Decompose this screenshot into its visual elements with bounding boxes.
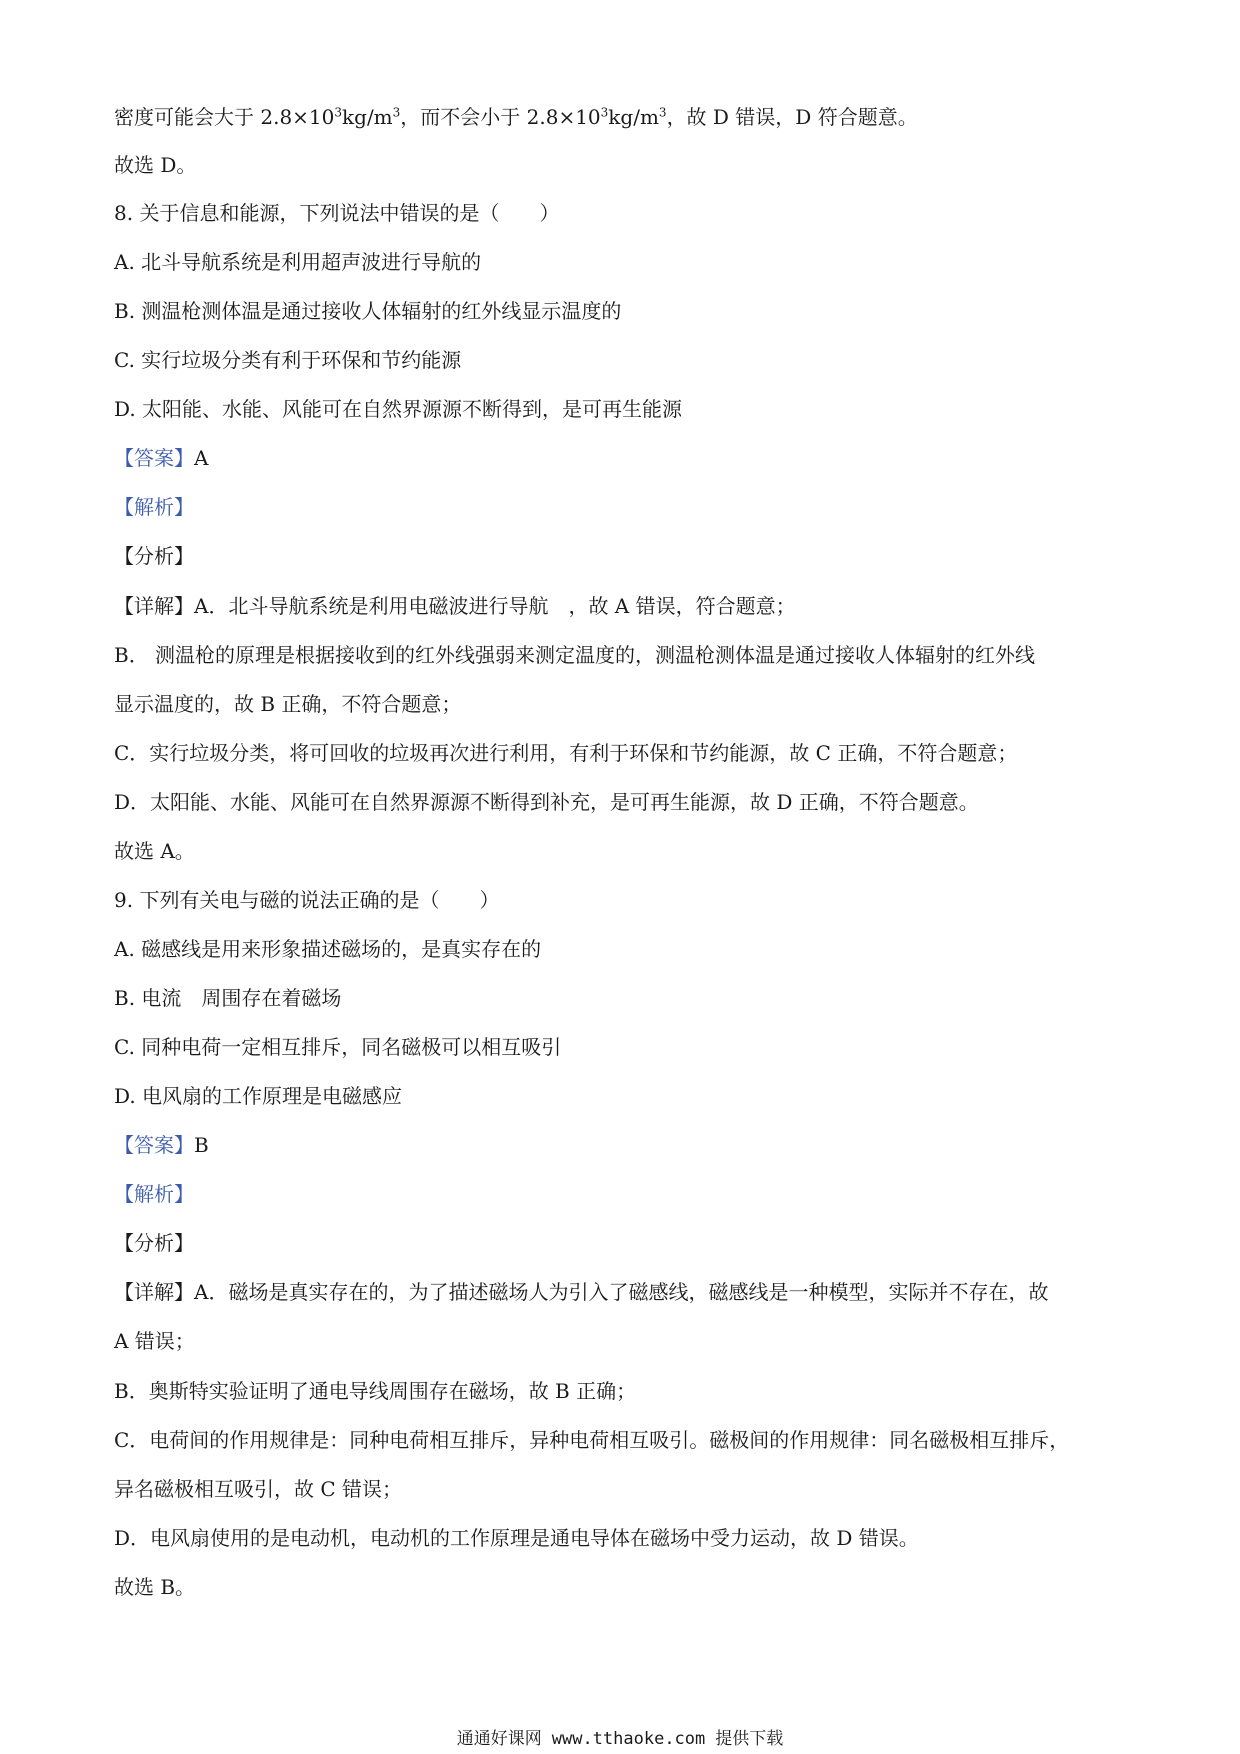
q8-answer [114, 445, 208, 471]
answer-value: B [194, 1133, 209, 1157]
q8-stem: 8. 关于信息和能源，下列说法中错误的是（ ） [114, 201, 560, 225]
exponent: 3 [392, 105, 401, 120]
intro-density-line [114, 104, 918, 130]
intro-text-3: ，故 D 错误，D 符合题意。 [666, 105, 918, 129]
intro-text-1: 密度可能会大于 2.8×10 [114, 105, 335, 129]
q9-detail-1: 【详解】A．磁场是真实存在的，为了描述磁场人为引入了磁感线，磁感线是一种模型，实际并不存在，故 [114, 1280, 1049, 1304]
q9-detail-2: A 错误； [114, 1329, 195, 1353]
q9-option-a: A. 磁感线是用来形象描述磁场的，是真实存在的 [114, 937, 542, 961]
unit-text: kg/m [342, 105, 393, 129]
q8-detail-5: D．太阳能、水能、风能可在自然界源源不断得到补充，是可再生能源，故 D 正确，不符合题意。 [114, 790, 979, 814]
q9-analysis-tag: 【解析】 [114, 1182, 194, 1206]
q9-detail-5: 异名磁极相互吸引，故 C 错误； [114, 1477, 403, 1501]
q9-option-b: B. 电流 周围存在着磁场 [114, 986, 342, 1010]
intro-text-2: ，而不会小于 2.8×10 [400, 105, 601, 129]
q9-answer [114, 1132, 209, 1158]
q8-option-c: C. 实行垃圾分类有利于环保和节约能源 [114, 348, 462, 372]
exponent: 3 [658, 105, 667, 120]
intro-conclusion: 故选 D。 [114, 153, 197, 177]
q9-fenxi: 【分析】 [114, 1231, 194, 1255]
q8-detail-2: B． 测温枪的原理是根据接收到的红外线强弱来测定温度的，测温枪测体温是通过接收人体辐射的红外线 [114, 643, 1036, 667]
q8-option-d: D. 太阳能、水能、风能可在自然界源源不断得到，是可再生能源 [114, 397, 683, 421]
q9-conclusion: 故选 B。 [114, 1575, 196, 1599]
footer-site-name: 通通好课网 [456, 1729, 542, 1749]
q8-option-a: A. 北斗导航系统是利用超声波进行导航的 [114, 250, 482, 274]
exponent: 3 [600, 105, 609, 120]
footer-download: 提供下载 [715, 1729, 784, 1749]
q9-option-d: D. 电风扇的工作原理是电磁感应 [114, 1084, 403, 1108]
answer-tag: 【答案】 [114, 446, 194, 470]
q9-stem: 9. 下列有关电与磁的说法正确的是（ ） [114, 888, 500, 912]
q8-detail-3: 显示温度的，故 B 正确，不符合题意； [114, 692, 462, 716]
q8-analysis-tag: 【解析】 [114, 495, 194, 519]
q8-detail-1: 【详解】A．北斗导航系统是利用电磁波进行导航 ，故 A 错误，符合题意； [114, 594, 796, 618]
q8-conclusion: 故选 A。 [114, 839, 195, 863]
q9-detail-6: D．电风扇使用的是电动机，电动机的工作原理是通电导体在磁场中受力运动，故 D 错误。 [114, 1526, 919, 1550]
answer-tag: 【答案】 [114, 1133, 194, 1157]
q9-option-c: C. 同种电荷一定相互排斥，同名磁极可以相互吸引 [114, 1035, 562, 1059]
q8-option-b: B. 测温枪测体温是通过接收人体辐射的红外线显示温度的 [114, 299, 622, 323]
answer-value: A [194, 446, 209, 470]
footer-url[interactable]: www.tthaoke.com [551, 1729, 706, 1749]
unit-text: kg/m [608, 105, 659, 129]
exponent: 3 [334, 105, 343, 120]
q9-detail-3: B．奥斯特实验证明了通电导线周围存在磁场，故 B 正确； [114, 1379, 637, 1403]
q9-detail-4: C．电荷间的作用规律是：同种电荷相互排斥，异种电荷相互吸引。磁极间的作用规律：同名磁极相互排斥， [114, 1428, 1070, 1452]
page-footer [0, 1728, 1240, 1750]
q8-detail-4: C．实行垃圾分类，将可回收的垃圾再次进行利用，有利于环保和节约能源，故 C 正确，不符合题意； [114, 741, 1018, 765]
q8-fenxi: 【分析】 [114, 544, 194, 568]
